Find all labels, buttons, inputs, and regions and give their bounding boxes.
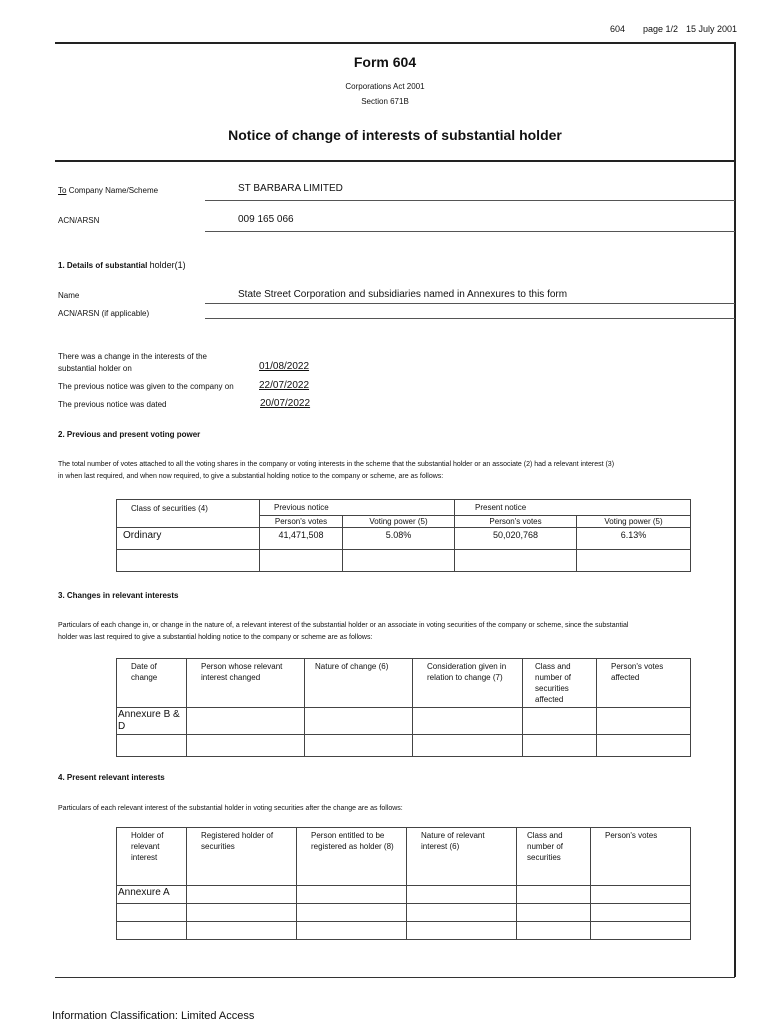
table-row	[117, 708, 691, 735]
col-class: Class of securities (4)	[117, 500, 260, 528]
row-class: Ordinary	[117, 528, 260, 550]
row-registered-holder	[187, 886, 297, 904]
row-pres-votes	[455, 550, 577, 572]
section3-paragraph	[58, 620, 728, 644]
act-label: Corporations Act 2001	[345, 82, 425, 91]
voting-power-header-row	[117, 500, 691, 516]
col-nature-of-interest: Nature of relevant interest (6)	[407, 828, 517, 886]
change-label-line-1: There was a change in the interests of the	[58, 352, 207, 361]
col-present: Present notice	[455, 500, 691, 516]
row-nature	[407, 904, 517, 922]
bottom-rule	[55, 977, 735, 978]
row-prev-votes: 41,471,508	[260, 528, 343, 550]
present-interests-table	[116, 827, 691, 940]
changes-table	[116, 658, 691, 757]
row-pres-power: 6.13%	[577, 528, 691, 550]
col-holder-of-relevant-interest: Holder of relevant interest	[117, 828, 187, 886]
sub-voting-power-pres: Voting power (5)	[577, 516, 691, 528]
holder-acn-label-row	[58, 309, 149, 318]
row-nature	[305, 708, 413, 735]
acn-underline	[205, 231, 735, 232]
row-consideration	[413, 735, 523, 757]
row-nature	[305, 735, 413, 757]
holder-name-value: State Street Corporation and subsidiaries named in Annexures to this form	[238, 289, 568, 300]
row-class-number	[523, 708, 597, 735]
row-pres-power	[577, 550, 691, 572]
row-class	[117, 550, 260, 572]
col-previous: Previous notice	[260, 500, 455, 516]
section3-paragraph-line-2: holder was last required to give a substantial holding notice to the company or scheme are as follows:	[58, 634, 373, 641]
section-label: Section 671B	[361, 97, 409, 106]
row-prev-votes	[260, 550, 343, 572]
holder-name-label: Name	[58, 291, 80, 300]
row-registered-holder	[187, 922, 297, 940]
table-row	[117, 886, 691, 904]
row-votes	[591, 904, 691, 922]
table-row	[117, 904, 691, 922]
prev-dated-label: The previous notice was dated	[58, 400, 167, 409]
row-date-of-change: Annexure B & D	[117, 708, 187, 735]
present-header-row	[117, 828, 691, 886]
prev-dated-date: 20/07/2022	[260, 398, 311, 409]
change-label-line-2: substantial holder on	[58, 364, 132, 373]
holder-acn-underline	[205, 318, 735, 319]
row-class-number	[517, 922, 591, 940]
classification-footer: Information Classification: Limited Access	[52, 1010, 255, 1022]
row-class-number	[523, 735, 597, 757]
section2-heading: 2. Previous and present voting power	[58, 430, 201, 439]
sub-persons-votes-pres: Person's votes	[455, 516, 577, 528]
row-holder	[117, 922, 187, 940]
page-indicator: page 1/2	[643, 24, 679, 34]
section3-heading: 3. Changes in relevant interests	[58, 591, 179, 600]
to-label: To	[58, 186, 67, 195]
row-registered-holder	[187, 904, 297, 922]
row-holder	[117, 904, 187, 922]
section1-heading	[58, 260, 186, 270]
row-nature	[407, 922, 517, 940]
section1-heading-rest: holder(1)	[149, 260, 186, 270]
row-holder: Annexure A	[117, 886, 187, 904]
section2-paragraph-line-1: The total number of votes attached to all the voting shares in the company or voting interests in the scheme that the substantial holder or an associate (2) had a relevant interest (3)	[58, 461, 615, 468]
table-row	[117, 922, 691, 940]
row-nature	[407, 886, 517, 904]
col-persons-votes-affected: Person's votes affected	[597, 659, 691, 708]
page-title: Notice of change of interests of substantial holder	[228, 127, 562, 143]
section2-paragraph-line-2: in when last required, and when now required, to give a substantial holding notice to the company or scheme, are as follows:	[58, 473, 444, 480]
row-votes-affected	[597, 735, 691, 757]
acn-label: ACN/ARSN	[58, 216, 100, 225]
sub-persons-votes-prev: Person's votes	[260, 516, 343, 528]
company-name-label: Company Name/Scheme	[68, 186, 159, 195]
col-nature-of-change: Nature of change (6)	[305, 659, 413, 708]
table-row	[117, 528, 691, 550]
row-class-number	[517, 904, 591, 922]
to-label-row	[58, 186, 158, 195]
col-class-and-number: Class and number of securities affected	[523, 659, 597, 708]
col-person-whose-interest-changed: Person whose relevant interest changed	[187, 659, 305, 708]
row-prev-power: 5.08%	[343, 528, 455, 550]
section2-paragraph	[58, 459, 718, 483]
row-date-of-change	[117, 735, 187, 757]
acn-value: 009 165 066	[238, 214, 294, 225]
col-class-and-number: Class and number of securities	[517, 828, 591, 886]
sub-voting-power-prev: Voting power (5)	[343, 516, 455, 528]
row-person	[187, 735, 305, 757]
row-person-entitled	[297, 886, 407, 904]
section3-paragraph-line-1: Particulars of each change in, or change in the nature of, a relevant interest of the substantial holder or an associate in voting securities of the company or scheme, since the substantial	[58, 622, 629, 629]
row-votes-affected	[597, 708, 691, 735]
row-prev-power	[343, 550, 455, 572]
col-persons-votes: Person's votes	[591, 828, 691, 886]
prev-given-label: The previous notice was given to the company on	[58, 382, 234, 391]
changes-header-row	[117, 659, 691, 708]
company-name-underline	[205, 200, 735, 201]
section4-heading: 4. Present relevant interests	[58, 773, 165, 782]
section1-heading-bold: 1. Details of substantial	[58, 261, 148, 270]
right-border	[734, 42, 736, 977]
col-consideration: Consideration given in relation to change (7)	[413, 659, 523, 708]
form-title: Form 604	[353, 54, 417, 70]
row-person-entitled	[297, 904, 407, 922]
table-row	[117, 735, 691, 757]
title-rule	[55, 160, 735, 162]
voting-power-table	[116, 499, 691, 572]
company-name-value: ST BARBARA LIMITED	[238, 183, 343, 194]
holder-acn-paren: (if applicable)	[101, 309, 150, 318]
header-date: 15 July 2001	[686, 24, 738, 34]
row-votes	[591, 922, 691, 940]
change-date: 01/08/2022	[259, 361, 310, 372]
table-row	[117, 550, 691, 572]
section4-paragraph: Particulars of each relevant interest of the substantial holder in voting securities after the change are as follows:	[58, 805, 403, 812]
row-pres-votes: 50,020,768	[455, 528, 577, 550]
holder-name-underline	[205, 303, 735, 304]
change-label	[58, 351, 207, 375]
row-consideration	[413, 708, 523, 735]
col-date-of-change: Date of change	[117, 659, 187, 708]
top-rule	[55, 42, 735, 44]
row-votes	[591, 886, 691, 904]
row-person-entitled	[297, 922, 407, 940]
row-person	[187, 708, 305, 735]
col-person-entitled: Person entitled to be registered as holder (8)	[297, 828, 407, 886]
col-registered-holder: Registered holder of securities	[187, 828, 297, 886]
prev-given-date: 22/07/2022	[259, 380, 310, 391]
row-class-number	[517, 886, 591, 904]
form-number: 604	[610, 24, 626, 34]
holder-acn-label: ACN/ARSN	[58, 309, 100, 318]
